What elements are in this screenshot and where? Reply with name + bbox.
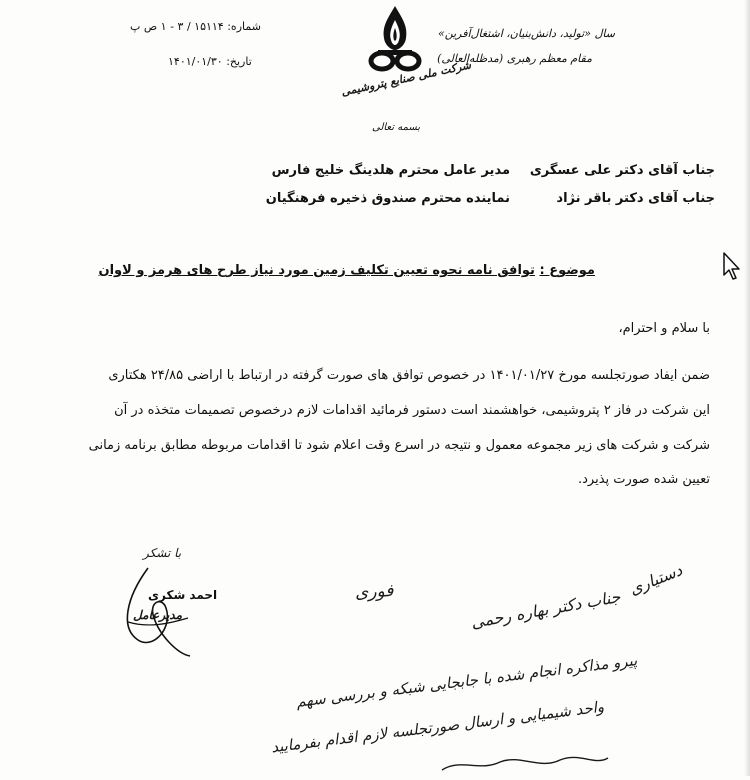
date-label: تاریخ:: [226, 55, 252, 68]
greeting: با سلام و احترام،: [618, 321, 710, 336]
subject-line: [98, 263, 595, 278]
handwritten-note-line2: واحد شیمیایی و ارسال صورتجلسه لازم اقدام بفرمایید: [270, 697, 605, 757]
handwritten-urgent: فوری: [354, 581, 394, 603]
number-label: شماره:: [227, 20, 261, 33]
logo-caption: شرکت ملی صنایع پتروشیمی: [340, 58, 473, 99]
body-line-4: تعیین شده صورت پذیرد.: [578, 472, 710, 487]
body-line-3: شرکت و شرکت های زیر مجموعه معمول و نتیجه در اسرع وقت اعلام شود تا اقدامات مربوطه مطابق برنامه زمانی: [88, 438, 710, 453]
page-edge-shadow: [744, 0, 750, 776]
body-line-1: ضمن ایفاد صورتجلسه مورخ ۱۴۰۱/۰۱/۲۷ در خصوص توافق های صورت گرفته در ارتباط با اراضی ۲۴/۸۵ هکتاری: [108, 368, 710, 383]
bismillah: بسمه تعالی: [372, 122, 421, 133]
body-line-2: این شرکت در فاز ۲ پتروشیمی، خواهشمند است دستور فرمائید اقدامات لازم درخصوص تصمیمات متخذه در آن: [114, 403, 710, 418]
subject-label: موضوع :: [539, 263, 595, 278]
letter-number: [130, 20, 261, 33]
recipient-2-title: نماینده محترم صندوق ذخیره فرهنگیان: [265, 191, 510, 206]
signatory-name: احمد شکری: [148, 588, 218, 602]
date-value: ۱۴۰۱/۰۱/۳۰: [168, 55, 223, 68]
handwritten-note-line1: پیرو مذاکره انجام شده با جابجایی شبکه و بررسی سهم: [295, 651, 639, 711]
recipient-1-name: جناب آقای دکتر علی عسگری: [529, 163, 715, 178]
signature-closing: با تشکر: [143, 546, 182, 560]
recipient-2-name: جناب آقای دکتر باقر نژاد: [556, 191, 715, 206]
year-slogan: سال «تولید، دانش‌بنیان، اشتغال‌آفرین»: [437, 27, 615, 40]
mouse-cursor-icon: [722, 251, 742, 285]
handwritten-note-addressee: جناب دکتر بهاره رحمی: [469, 587, 622, 632]
recipient-1-title: مدیر عامل محترم هلدینگ خلیج فارس: [271, 163, 510, 178]
number-value: ۱۵۱۱۴ / ۳ - ۱ ص پ: [130, 20, 224, 33]
subject-text: توافق نامه نحوه تعیین تکلیف زمین مورد نیاز طرح های هرمز و لاوان: [98, 263, 535, 278]
slogan-attribution: مقام معظم رهبری (مدظله‌العالی): [437, 52, 592, 65]
signatory-role: مدیرعامل: [133, 608, 183, 622]
handwritten-note-assistant: دستیاری: [626, 560, 685, 599]
letter-date: [168, 55, 252, 68]
